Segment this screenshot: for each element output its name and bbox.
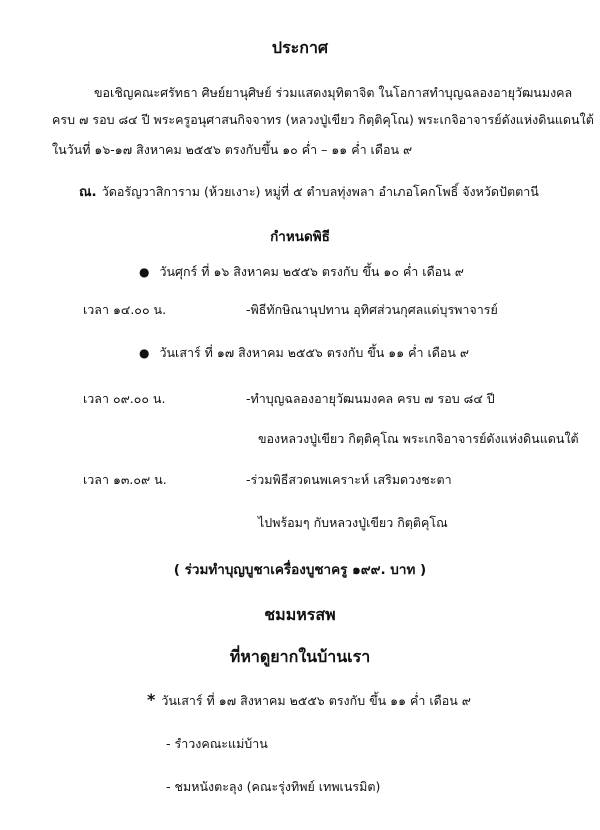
day1-text: วันศุกร์ ที่ ๑๖ สิงหาคม ๒๕๕๖ ตรงกับ ขึ้น ๑๐ ค่ำ เดือน ๙ <box>159 264 464 279</box>
day1-time: เวลา ๑๔.๐๐ น. <box>83 302 167 317</box>
day1-event: -พิธีทักษิณานุปทาน อุทิศส่วนกุศลแด่บุรพาจารย์ <box>246 302 498 317</box>
day2-time-1: เวลา ๐๙.๐๐ น. <box>83 391 166 406</box>
venue-line <box>79 180 539 202</box>
day2-event-2b: ไปพร้อมๆ กับหลวงปู่เขียว กิตฺติคุโณ <box>258 515 448 530</box>
day2-event-2a: -ร่วมพิธีสวดนพเคราะห์ เสริมดวงชะตา <box>246 472 452 487</box>
day2-text: วันเสาร์ ที่ ๑๗ สิงหาคม ๒๕๕๖ ตรงกับ ขึ้น ๑๑ ค่ำ เดือน ๙ <box>159 345 470 360</box>
bullet-icon: ● <box>139 265 150 279</box>
show-item-2: - ชมหนังตะลุง (คณะรุ่งทิพย์ เทพเนรมิต) <box>166 779 381 794</box>
intro-line-3: ในวันที่ ๑๖-๑๗ สิงหาคม ๒๕๕๖ ตรงกับขึ้น ๑๐ ค่ำ – ๑๑ ค่ำ เดือน ๙ <box>52 142 413 157</box>
day1-line <box>139 262 464 282</box>
show-item-1: - รำวงคณะแม่บ้าน <box>166 736 268 751</box>
bullet-icon: ● <box>139 346 150 360</box>
day2-time-2: เวลา ๑๓.๐๙ น. <box>83 472 167 487</box>
show-day-line <box>147 690 471 711</box>
intro-line-2: ครบ ๗ รอบ ๘๔ ปี พระครูอนุศาสนกิจจาทร (หลวงปู่เขียว กิตฺติคุโณ) พระเกจิอาจารย์ดังแห่งดินแดนใต้ <box>52 112 594 127</box>
venue-prefix: ณ. <box>79 184 97 200</box>
star-icon: * <box>147 690 156 709</box>
day2-event-1b: ของหลวงปู่เขียว กิตฺติคุโณ พระเกจิอาจารย์ดังแห่งดินแดนใต้ <box>258 431 579 446</box>
day2-event-1a: -ทำบุญฉลองอายุวัฒนมงคล ครบ ๗ รอบ ๘๔ ปี <box>246 391 495 406</box>
schedule-title: กำหนดพิธี <box>270 229 330 245</box>
show-subtitle: ที่หาดูยากในบ้านเรา <box>229 647 371 666</box>
announcement-title: ประกาศ <box>271 38 329 57</box>
day2-line <box>139 343 469 363</box>
show-day-text: วันเสาร์ ที่ ๑๗ สิงหาคม ๒๕๕๖ ตรงกับ ขึ้น ๑๑ ค่ำ เดือน ๙ <box>161 693 471 708</box>
intro-line-1: ขอเชิญคณะศรัทธา ศิษย์ยานุศิษย์ ร่วมแสดงมุทิตาจิต ในโอกาสทำบุญฉลองอายุวัฒนมงคล <box>94 85 573 100</box>
venue-text: วัดอรัญวาสิการาม (ห้วยเงาะ) หมู่ที่ ๕ ตำบลทุ่งพลา อำเภอโคกโพธิ์ จังหวัดปัตตานี <box>101 184 539 199</box>
show-title: ชมมหรสพ <box>264 605 336 624</box>
donation-note: ( ร่วมทำบุญบูชาเครื่องบูชาครู ๑๙๙. บาท ) <box>173 562 427 578</box>
